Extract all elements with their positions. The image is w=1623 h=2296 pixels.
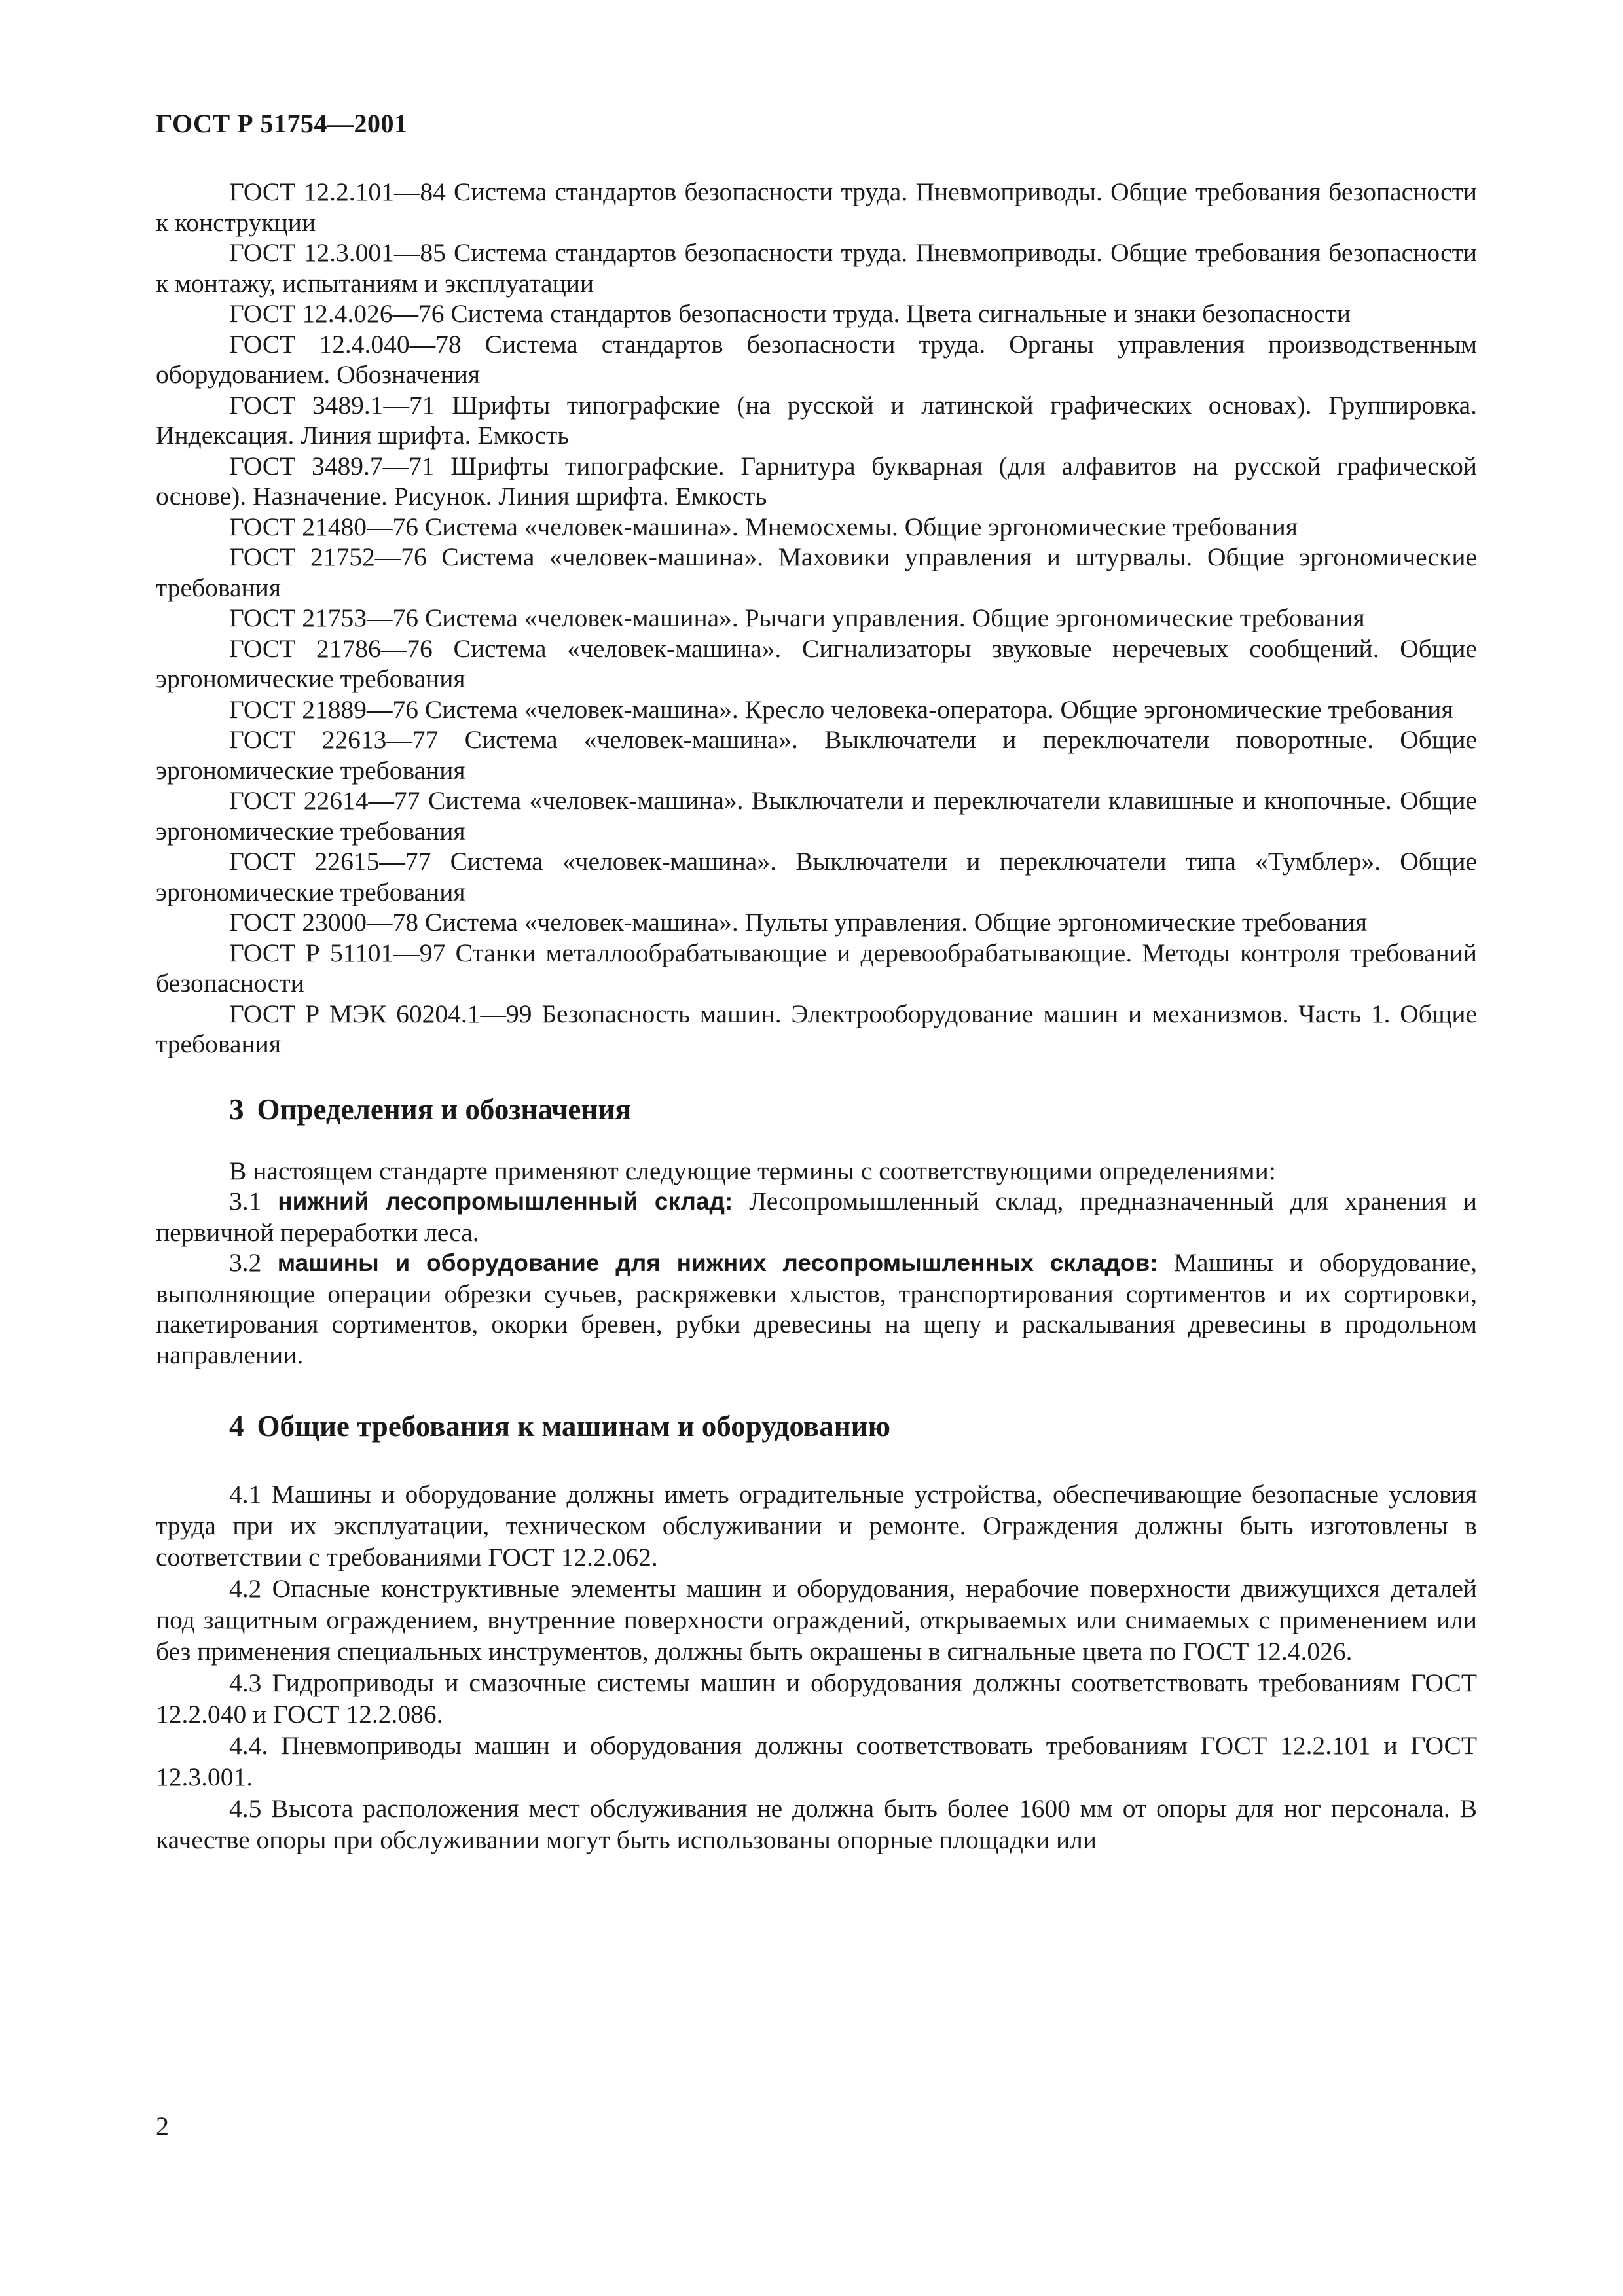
section-number: 3 <box>229 1092 244 1126</box>
page-content <box>156 177 1477 1856</box>
definition-text: Машины и оборудование, выполняющие операции обрезки сучьев, раскряжевки хлыстов, транспортирования сортиментов и их сортировки, пакетирования сортиментов, окорки бревен, рубки древесины на щепу и раскалывания древесины в продольном направлении. <box>156 1248 1477 1369</box>
definition-number: 3.1 <box>229 1187 262 1215</box>
reference-item: ГОСТ 12.2.101—84 Система стандартов безопасности труда. Пневмоприводы. Общие требования безопасности к конструкции <box>156 177 1477 237</box>
reference-item: ГОСТ 3489.1—71 Шрифты типографские (на русской и латинской графических основах). Группировка. Индексация. Линия шрифта. Емкость <box>156 390 1477 450</box>
definition-term: нижний лесопромышленный склад: <box>278 1188 733 1215</box>
section-3-intro: В настоящем стандарте применяют следующие термины с соответствующими определениями: <box>229 1156 1276 1185</box>
reference-item: ГОСТ Р 51101—97 Станки металлообрабатывающие и деревообрабатывающие. Методы контроля требований безопасности <box>156 938 1477 997</box>
definition-3-2 <box>156 1247 1477 1370</box>
reference-item: ГОСТ 22615—77 Система «человек-машина». Выключатели и переключатели типа «Тумблер». Общие эргономические требования <box>156 847 1477 906</box>
section-3-heading <box>156 1091 1477 1128</box>
reference-item: ГОСТ 22613—77 Система «человек-машина». Выключатели и переключатели поворотные. Общие эргономические требования <box>156 725 1477 785</box>
document-header: ГОСТ Р 51754—2001 <box>156 109 408 138</box>
section-title: Общие требования к машинам и оборудованию <box>257 1410 890 1443</box>
reference-item: ГОСТ 21889—76 Система «человек-машина». Кресло человека-оператора. Общие эргономические требования <box>229 694 1453 724</box>
definition-term: машины и оборудование для нижних лесопромышленных складов: <box>277 1249 1158 1276</box>
reference-item: ГОСТ 3489.7—71 Шрифты типографские. Гарнитура букварная (для алфавитов на русской графической основе). Назначение. Рисунок. Линия шрифта. Емкость <box>156 451 1477 511</box>
clause-4-4: 4.4. Пневмоприводы машин и оборудования должны соответствовать требованиям ГОСТ 12.2.101 и ГОСТ 12.3.001. <box>156 1731 1477 1791</box>
definition-number: 3.2 <box>229 1248 262 1277</box>
reference-item: ГОСТ 21752—76 Система «человек-машина». Маховики управления и штурвалы. Общие эргономические требования <box>156 543 1477 602</box>
reference-item: ГОСТ 21786—76 Система «человек-машина». Сигнализаторы звуковые неречевых сообщений. Общие эргономические требования <box>156 634 1477 693</box>
reference-item: ГОСТ 12.4.026—76 Система стандартов безопасности труда. Цвета сигнальные и знаки безопасности <box>229 299 1351 328</box>
reference-item: ГОСТ 12.4.040—78 Система стандартов безопасности труда. Органы управления производственным оборудованием. Обозначения <box>156 329 1477 389</box>
definition-text: Лесопромышленный склад, предназначенный для хранения и первичной переработки леса. <box>156 1187 1477 1247</box>
reference-list <box>156 177 1477 1060</box>
reference-item: ГОСТ 22614—77 Система «человек-машина». Выключатели и переключатели клавишные и кнопочные. Общие эргономические требования <box>156 786 1477 846</box>
clause-4-3: 4.3 Гидроприводы и смазочные системы машин и оборудования должны соответствовать требованиям ГОСТ 12.2.040 и ГОСТ 12.2.086. <box>156 1668 1477 1729</box>
clause-4-2: 4.2 Опасные конструктивные элементы машин и оборудования, нерабочие поверхности движущихся деталей под защитным ограждением, внутренние поверхности ограждений, открываемых или снимаемых с применением или без применения специальных инструментов, должны быть окрашены в сигнальные цвета по ГОСТ 12.4.026. <box>156 1574 1477 1666</box>
clause-4-5: 4.5 Высота расположения мест обслуживания не должна быть более 1600 мм от опоры для ног персонала. В качестве опоры при обслуживании могут быть использованы опорные площадки или <box>156 1794 1477 1854</box>
page-number: 2 <box>156 2111 169 2141</box>
reference-item: ГОСТ Р МЭК 60204.1—99 Безопасность машин. Электрооборудование машин и механизмов. Часть 1. Общие требования <box>156 999 1477 1058</box>
reference-item: ГОСТ 12.3.001—85 Система стандартов безопасности труда. Пневмоприводы. Общие требования безопасности к монтажу, испытаниям и эксплуатации <box>156 238 1477 298</box>
definition-3-1 <box>156 1186 1477 1247</box>
reference-item: ГОСТ 23000—78 Система «человек-машина». Пульты управления. Общие эргономические требования <box>229 908 1367 937</box>
section-title: Определения и обозначения <box>257 1092 631 1126</box>
reference-item: ГОСТ 21753—76 Система «человек-машина». Рычаги управления. Общие эргономические требования <box>229 603 1365 632</box>
section-4-body <box>156 1479 1477 1856</box>
reference-item: ГОСТ 21480—76 Система «человек-машина». Мнемосхемы. Общие эргономические требования <box>229 512 1298 541</box>
section-4-heading <box>156 1408 1477 1444</box>
section-3-body <box>156 1156 1477 1371</box>
section-number: 4 <box>229 1410 244 1443</box>
clause-4-1: 4.1 Машины и оборудование должны иметь оградительные устройства, обеспечивающие безопасные условия труда при их эксплуатации, техническом обслуживании и ремонте. Ограждения должны быть изготовлены в соответствии с требованиями ГОСТ 12.2.062. <box>156 1480 1477 1571</box>
